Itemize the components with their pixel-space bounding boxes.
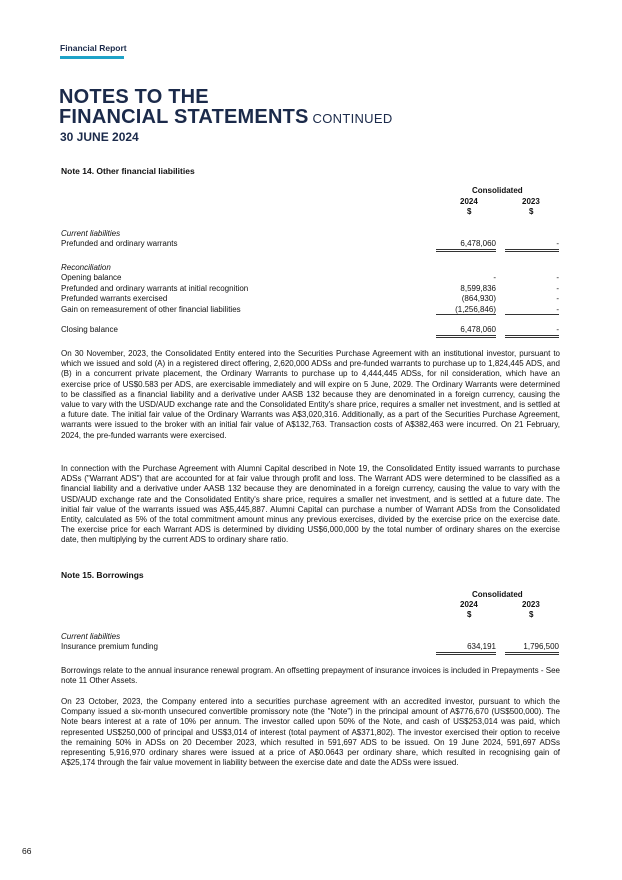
note14-closing-label: Closing balance [61,325,118,334]
note14-prefunded-label: Prefunded and ordinary warrants [61,239,178,248]
page-title-suffix: CONTINUED [312,111,393,126]
note14-recon-row-2023: - [556,284,559,293]
page-title-line1: NOTES TO THE [59,86,209,108]
note14-recon-row-2024: (1,256,846) [436,305,496,315]
note15-col-2023: 2023 [522,600,540,609]
note15-currency-2023: $ [529,610,534,619]
note14-col-2024: 2024 [460,197,478,206]
note14-currency-2023: $ [529,207,534,216]
note14-recon-row-label: Gain on remeasurement of other financial liabilities [61,305,241,314]
note14-consolidated-label: Consolidated [472,186,523,195]
note15-insurance-2023: 1,796,500 [505,642,559,655]
note14-paragraph-1: On 30 November, 2023, the Consolidated Entity entered into the Securities Purchase Agreement with an institutional investor, pursuant to which we issued and sold (A) in a registered direct offering, 2,620,000 ADSs and pre-funded warrants to purchase up to 1,824,445 ADS, and (B) in a concurrent private placement, the Ordinary Warrants to purchase up to 4,444,445 ADSs, for nil consideration, which have an exercise price of US$0.583 per ADS, are exercisable immediately and will expire on 5 June, 2029. The Ordinary Warrants were determined to be classified as a financial liability and a derivative under AASB 132 because they are denominated in a foreign currency, causing the value to vary with the USD/AUD exchange rate and the Consolidated Entity's share price, requires a smaller net investment, and is settled at a future date. The initial fair value of the Ordinary Warrants was A$3,020,316. Additionally, as a part of the Securities Purchase Agreement, warrants were issued to the broker with an initial fair value of A$132,763. Transaction costs of A$382,463 were incurred. On 21 February, 2024, the pre-funded warrants were exercised. [61,349,560,440]
note14-col-2023: 2023 [522,197,540,206]
page-number: 66 [22,846,32,856]
note14-recon-row-label: Prefunded and ordinary warrants at initial recognition [61,284,249,293]
note14-paragraph-2: In connection with the Purchase Agreement with Alumni Capital described in Note 19, the Consolidated Entity issued warrants to purchase ADSs ("Warrant ADS") that are accounted for at fair value through profit and loss. The Warrant ADS were determined to be classified as a financial liability and a derivative under AASB 132 because they are denominated in a foreign currency, causing the value to vary with the USD/AUD exchange rate and the Consolidated Entity's share price, requires a smaller net investment, and is settled at a future date. The initial fair value of the warrants issued was A$5,445,887. Alumni Capital can purchase a number of Warrant ADSs from the Consolidated Entity, calculated as 5% of the total commitment amount minus any previous exercises, divided by the exercise price on the exercise date. The exercise price for each Warrant ADS is determined by dividing US$6,000,000 by the total number of ordinary shares on the exercise date, then multiplying by the current ADS to ordinary share ratio. [61,464,560,545]
note15-insurance-2024: 634,191 [436,642,496,655]
note14-recon-row-label: Prefunded warrants exercised [61,294,168,303]
note15-insurance-label: Insurance premium funding [61,642,158,651]
note15-paragraph-1: Borrowings relate to the annual insurance renewal program. An offsetting prepayment of insurance invoices is included in Prepayments - See note 11 Other Assets. [61,666,560,686]
note14-recon-row-2023: - [556,294,559,303]
report-date: 30 JUNE 2024 [60,130,139,144]
note15-current-liabilities-label: Current liabilities [61,632,121,641]
note14-reconciliation-label: Reconciliation [61,263,111,272]
page-title-main: FINANCIAL STATEMENTS [59,106,309,128]
note15-heading: Note 15. Borrowings [61,570,144,580]
note15-col-2024: 2024 [460,600,478,609]
note15-consolidated-label: Consolidated [472,590,523,599]
note14-prefunded-2023: - [505,239,559,252]
page-title-line2 [59,106,393,130]
note14-current-liabilities-label: Current liabilities [61,229,121,238]
note14-recon-row-2023: - [556,273,559,282]
note14-recon-row-2024: - [493,273,496,282]
note14-prefunded-2024: 6,478,060 [436,239,496,252]
note14-recon-row-2024: (864,930) [461,294,496,303]
note14-currency-2024: $ [467,207,472,216]
note14-heading: Note 14. Other financial liabilities [61,166,195,176]
note14-recon-row-label: Opening balance [61,273,122,282]
note14-closing-2024: 6,478,060 [436,325,496,338]
note15-paragraph-2: On 23 October, 2023, the Company entered into a securities purchase agreement with an accredited investor, pursuant to which the Company issued a six-month unsecured convertible promissory note (the "Note") in the principal amount of A$776,670 (US$500,000). The Note bears interest at a rate of 10% per annum. The investor called upon 50% of the Note, and cash of US$253,014 was paid, which represented US$250,000 of principal and US$3,014 of interest (total payment of A$371,802). The investor exercised their option to receive the remaining 50% in ADSs on 20 December 2023, which resulted in 591,697 ADS to be issued. On 19 June 2024, 591,697 ADSs representing 5,916,970 ordinary shares were issued at a price of A$0.0643 per ordinary share, which resulted in recognising gain of A$25,174 through the fair value movement in liability between the exercise date and date the ADSs were issued. [61,697,560,768]
section-label: Financial Report [60,43,127,53]
note14-recon-row-2023: - [505,305,559,315]
section-accent-bar [60,56,124,59]
note15-currency-2024: $ [467,610,472,619]
note14-closing-2023: - [505,325,559,338]
note14-recon-row-2024: 8,599,836 [460,284,496,293]
